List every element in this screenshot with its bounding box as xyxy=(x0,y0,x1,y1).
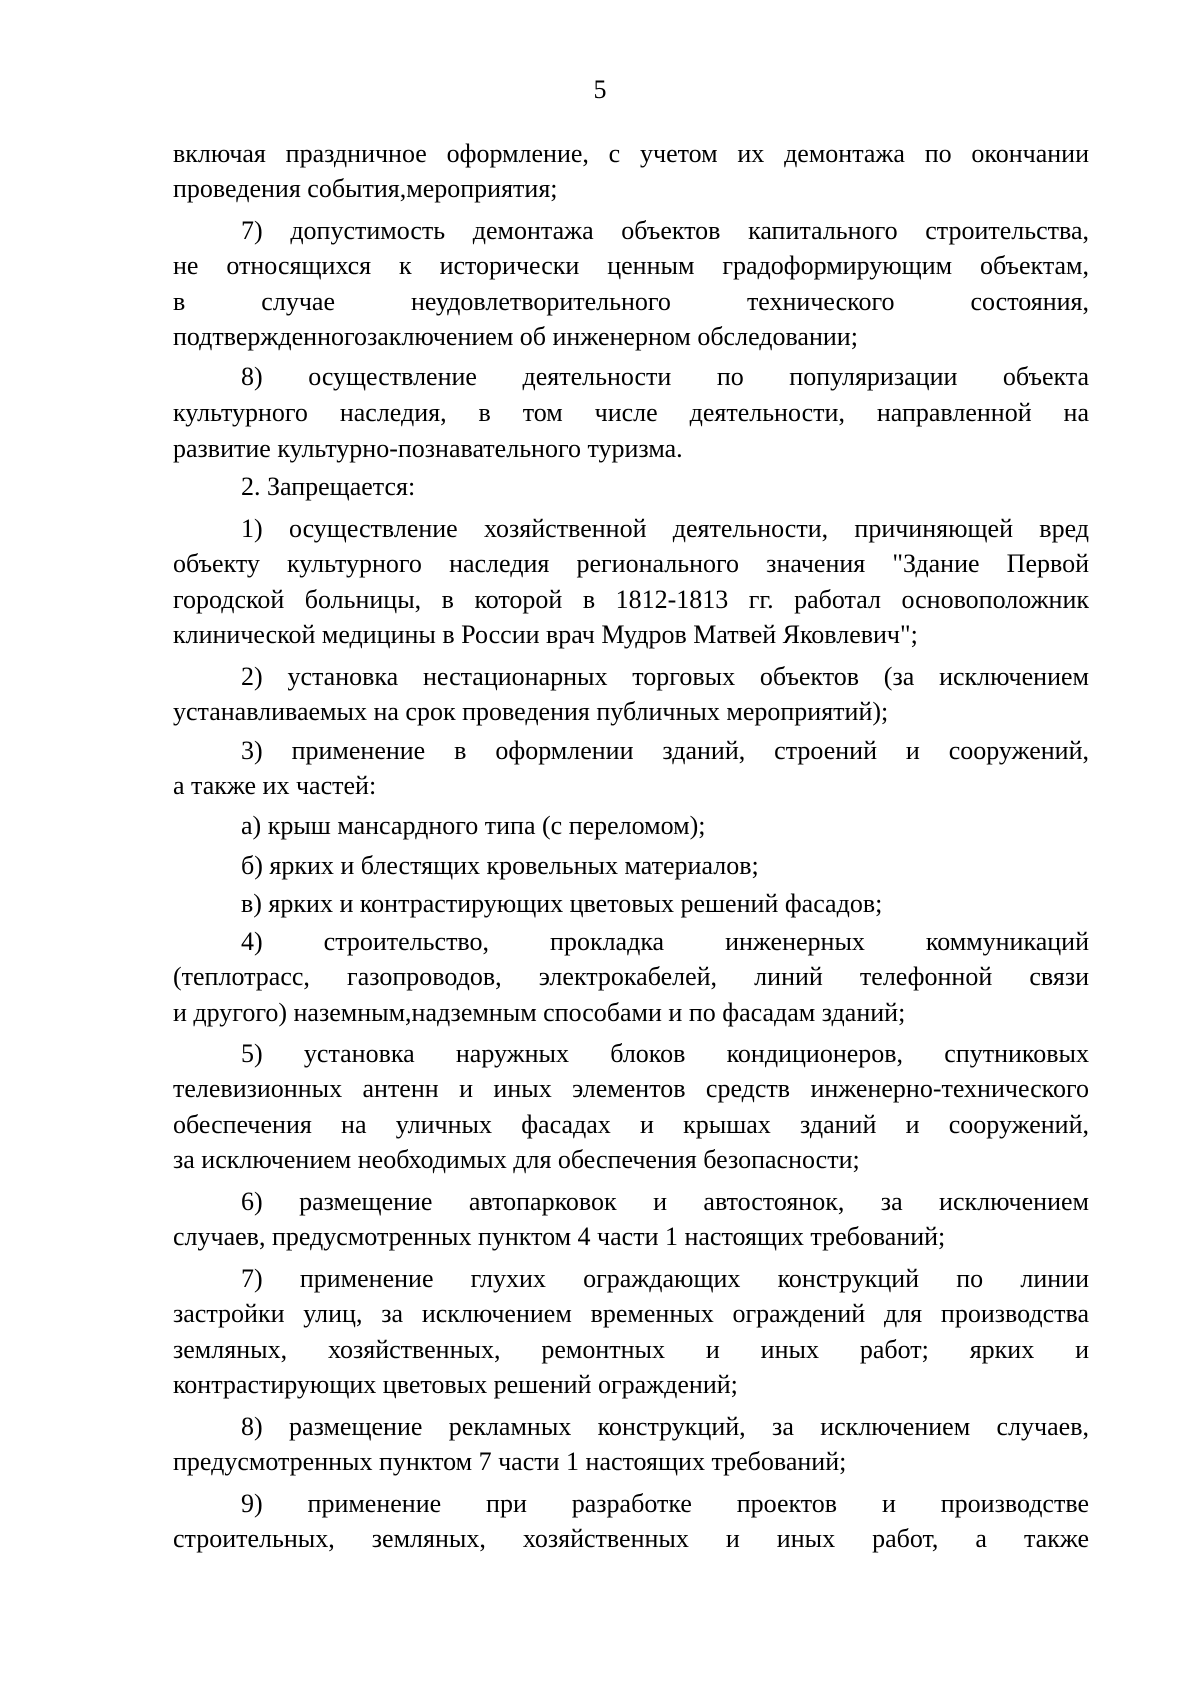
text-line: клинической медицины в России врач Мудров Матвей Яковлевич"; xyxy=(173,620,918,649)
text-line: 8) размещение рекламных конструкций, за исключением случаев, xyxy=(241,1412,1089,1441)
text-line: земляных, хозяйственных, ремонтных и иных работ; ярких и xyxy=(173,1335,1089,1364)
text-line: а также их частей: xyxy=(173,771,377,800)
text-line: в) ярких и контрастирующих цветовых решений фасадов; xyxy=(241,889,883,918)
text-line: 5) установка наружных блоков кондиционеров, спутниковых xyxy=(241,1039,1089,1068)
text-line: 2) установка нестационарных торговых объектов (за исключением xyxy=(241,662,1089,691)
text-line: а) крыш мансардного типа (с переломом); xyxy=(241,811,706,840)
text-line: 1) осуществление хозяйственной деятельности, причиняющей вред xyxy=(241,514,1089,543)
text-line: 7) допустимость демонтажа объектов капитального строительства, xyxy=(241,216,1089,245)
text-line: обеспечения на уличных фасадах и крышах зданий и сооружений, xyxy=(173,1110,1089,1139)
text-line: застройки улиц, за исключением временных ограждений для производства xyxy=(173,1299,1089,1328)
text-line: 7) применение глухих ограждающих конструкций по линии xyxy=(241,1264,1089,1293)
text-line: 9) применение при разработке проектов и производстве xyxy=(241,1489,1089,1518)
text-line: проведения события,мероприятия; xyxy=(173,174,558,203)
text-line: контрастирующих цветовых решений ограждений; xyxy=(173,1370,738,1399)
page-number: 5 xyxy=(593,75,607,104)
text-line: 4) строительство, прокладка инженерных коммуникаций xyxy=(241,927,1089,956)
text-line: культурного наследия, в том числе деятельности, направленной на xyxy=(173,398,1089,427)
text-line: б) ярких и блестящих кровельных материалов; xyxy=(241,851,759,880)
text-line: 6) размещение автопарковок и автостоянок, за исключением xyxy=(241,1187,1089,1216)
text-line: не относящихся к исторически ценным градоформирующим объектам, xyxy=(173,251,1089,280)
text-line: телевизионных антенн и иных элементов средств инженерно-технического xyxy=(173,1074,1089,1103)
text-line: 3) применение в оформлении зданий, строений и сооружений, xyxy=(241,736,1089,765)
text-line: в случае неудовлетворительного технического состояния, xyxy=(173,287,1089,316)
text-line: предусмотренных пунктом 7 части 1 настоящих требований; xyxy=(173,1447,847,1476)
text-line: устанавливаемых на срок проведения публичных мероприятий); xyxy=(173,697,889,726)
text-line: и другого) наземным,надземным способами и по фасадам зданий; xyxy=(173,998,906,1027)
text-line: городской больницы, в которой в 1812-1813 гг. работал основоположник xyxy=(173,585,1089,614)
text-line: строительных, земляных, хозяйственных и иных работ, а также xyxy=(173,1524,1089,1553)
text-line: включая праздничное оформление, с учетом их демонтажа по окончании xyxy=(173,139,1089,168)
text-line: случаев, предусмотренных пунктом 4 части 1 настоящих требований; xyxy=(173,1222,946,1251)
text-line: (теплотрасс, газопроводов, электрокабелей, линий телефонной связи xyxy=(173,962,1089,991)
text-line: 2. Запрещается: xyxy=(241,472,416,501)
text-line: развитие культурно-познавательного туризма. xyxy=(173,434,683,463)
text-line: подтвержденногозаключением об инженерном обследовании; xyxy=(173,322,858,351)
text-line: за исключением необходимых для обеспечения безопасности; xyxy=(173,1145,860,1174)
text-line: 8) осуществление деятельности по популяризации объекта xyxy=(241,362,1089,391)
text-line: объекту культурного наследия регионального значения "Здание Первой xyxy=(173,549,1089,578)
